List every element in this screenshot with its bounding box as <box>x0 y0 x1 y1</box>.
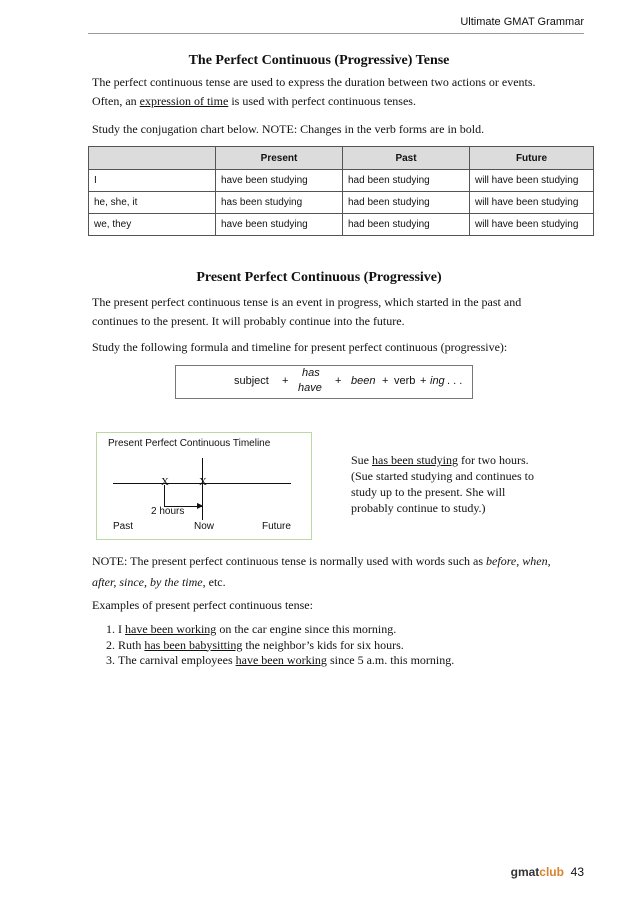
formula-box <box>175 365 473 399</box>
intro-line-2-post: is used with perfect continuous tenses. <box>228 94 416 108</box>
table-header-cell <box>89 147 216 170</box>
duration-label: 2 hours <box>151 506 185 517</box>
now-marker-line <box>202 458 203 520</box>
usage-note-text: NOTE: The present perfect continuous tense is normally used with words such as <box>92 554 487 568</box>
table-cell: will have been studying <box>470 214 594 236</box>
duration-start-line <box>164 485 165 507</box>
formula-verb: verb <box>394 375 416 387</box>
list-item <box>118 638 618 654</box>
example-text: since 5 a.m. this morning. <box>326 653 455 667</box>
usage-note <box>92 551 592 593</box>
table-cell: will have been studying <box>470 170 594 192</box>
table-cell: have been studying <box>216 214 343 236</box>
timeline-title: Present Perfect Continuous Timeline <box>108 438 271 449</box>
intro-line-1: The perfect continuous tense are used to express the duration between two actions or events. <box>92 75 536 89</box>
examples-intro: Examples of present perfect continuous tense: <box>92 598 313 612</box>
formula-intro: Study the following formula and timeline for present perfect continuous (progressive): <box>92 340 508 354</box>
caption-line-1-post: for two hours. <box>458 453 529 467</box>
list-item <box>118 653 618 669</box>
timeline-diagram <box>96 432 312 540</box>
formula-been: been <box>351 375 376 387</box>
table-cell: had been studying <box>343 214 470 236</box>
formula-plus: + <box>420 375 427 387</box>
header-rule <box>88 33 584 34</box>
caption-line-2: (Sue started studying and continues to <box>351 469 534 483</box>
usage-note-italic: after, since, by the time <box>92 575 203 589</box>
example-text: the neighbor’s kids for six hours. <box>242 637 404 652</box>
present-perfect-intro-line-2: continues to the present. It will probably continue into the future. <box>92 314 405 328</box>
logo-club: club <box>539 865 564 879</box>
timeline-mark-x: X <box>199 476 207 488</box>
study-note: Study the conjugation chart below. NOTE: Changes in the verb forms are in bold. <box>92 122 485 136</box>
table-cell: have been studying <box>216 170 343 192</box>
usage-note-italic: before, when, <box>486 554 551 568</box>
list-item <box>118 622 618 638</box>
table-cell: he, she, it <box>89 192 216 214</box>
table-header-cell: Present <box>216 147 343 170</box>
intro-paragraph <box>92 73 592 111</box>
logo-gmat: gmat <box>510 865 540 879</box>
formula-aux-have: have <box>298 382 322 394</box>
conjugation-table <box>88 146 594 236</box>
timeline-past-label: Past <box>113 521 134 532</box>
usage-note-text: , etc. <box>202 575 226 589</box>
has-been-studying-link[interactable]: has been studying <box>372 453 458 467</box>
caption-line-1-pre: Sue <box>351 453 372 467</box>
section-title-perfect-continuous: The Perfect Continuous (Progressive) Tense <box>188 53 450 68</box>
timeline-caption <box>351 452 581 516</box>
page-footer <box>511 865 584 879</box>
table-cell: has been studying <box>216 192 343 214</box>
section-title-present-perfect-continuous: Present Perfect Continuous (Progressive) <box>196 270 442 285</box>
example-text: The carnival employees <box>118 653 236 667</box>
formula-plus: + <box>335 375 342 387</box>
example-text: Ruth <box>118 637 145 652</box>
page-number: 43 <box>570 865 584 879</box>
caption-line-3: study up to the present. She will <box>351 485 506 499</box>
example-link[interactable]: have been working <box>235 653 327 667</box>
caption-line-1 <box>351 452 581 468</box>
table-cell: I <box>89 170 216 192</box>
timeline-future-label: Future <box>262 521 291 532</box>
table-header-row <box>89 147 594 170</box>
example-text: I <box>118 622 125 636</box>
example-text: on the car engine since this morning. <box>216 622 397 636</box>
examples-list <box>94 622 618 669</box>
table-cell: had been studying <box>343 192 470 214</box>
timeline-mark-x: X <box>161 476 169 488</box>
present-perfect-intro <box>92 293 592 331</box>
table-cell: had been studying <box>343 170 470 192</box>
present-perfect-intro-line-1: The present perfect continuous tense is an event in progress, which started in the past and <box>92 295 522 309</box>
table-cell: we, they <box>89 214 216 236</box>
formula-ing: ing <box>430 375 445 387</box>
formula-ellipsis: . . . <box>447 375 463 387</box>
arrow-head-icon: ▶ <box>197 501 204 510</box>
expression-of-time-link[interactable]: expression of time <box>139 94 229 108</box>
table-row <box>89 170 594 192</box>
intro-line-2-pre: Often, an <box>92 94 140 108</box>
caption-line-4: probably continue to study.) <box>351 501 486 515</box>
gmatclub-logo <box>511 865 564 879</box>
intro-line-2 <box>92 92 592 111</box>
example-link[interactable]: have been working <box>125 622 217 636</box>
table-row <box>89 192 594 214</box>
example-link[interactable]: has been babysitting <box>144 637 243 652</box>
formula-subject: subject <box>234 375 269 387</box>
formula-plus: + <box>382 375 389 387</box>
formula-plus: + <box>282 375 289 387</box>
table-header-cell: Past <box>343 147 470 170</box>
table-cell: will have been studying <box>470 192 594 214</box>
table-row <box>89 214 594 236</box>
formula-aux-has: has <box>302 367 320 379</box>
table-header-cell: Future <box>470 147 594 170</box>
timeline-now-label: Now <box>194 521 215 532</box>
running-header: Ultimate GMAT Grammar <box>460 16 584 28</box>
